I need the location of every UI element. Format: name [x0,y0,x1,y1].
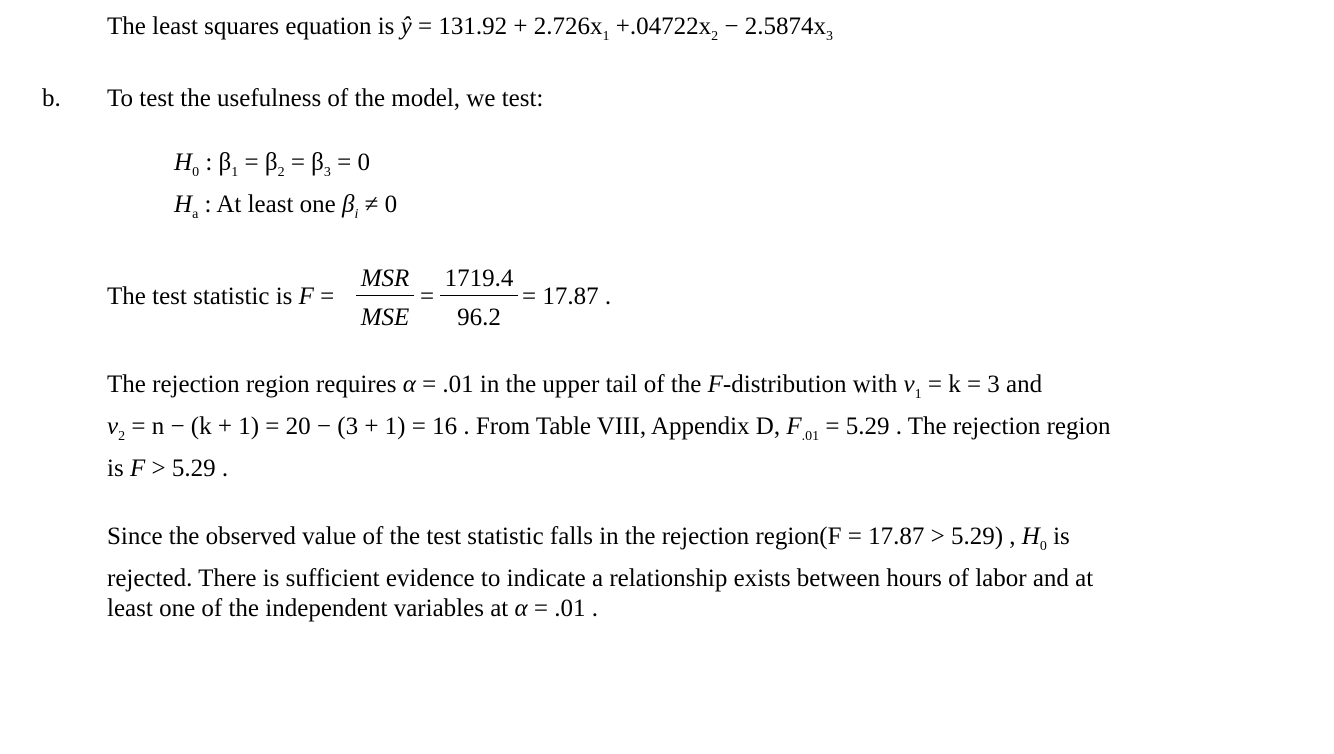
rejection-line-1 [107,371,1043,402]
equals-2: = [420,283,435,310]
beta2-subscript: 2 [277,165,285,180]
ha-end: ≠ 0 [358,191,398,218]
h0-end: = 0 [330,149,370,176]
yhat-symbol: ŷ [400,13,412,40]
numerator-value: 1719.4 [444,265,514,292]
h0-subscript: 0 [192,165,200,180]
h0-beta3: = β [284,149,324,176]
part-b-label: b. [42,85,61,112]
least-squares-equation [107,13,833,44]
rej-text-4: = k = 3 and [921,371,1043,398]
denominator-value: 96.2 [457,304,501,331]
alpha-symbol-2: α [514,595,528,622]
rejection-line-2 [107,413,1111,444]
equation-term-3: − 2.5874x [718,13,826,40]
f-critical-subscript: .01 [801,429,820,444]
h0-beta1: : β [199,149,232,176]
equation-term-2: +.04722x [609,13,712,40]
rej-text-1: The rejection region requires [107,371,403,398]
test-stat-text: The test statistic is [107,283,299,310]
nu-symbol-1: ν [903,371,915,398]
fraction-bar-1 [356,295,414,296]
alpha-symbol: α [402,371,416,398]
h0-sub: 0 [1039,539,1047,554]
rej-text-8: > 5.29 . [145,455,229,482]
mse-denominator: MSE [360,304,410,331]
h0-symbol: H [1021,523,1040,550]
concl-text-5: = .01 . [527,595,598,622]
msr-numerator: MSR [360,265,410,292]
x3-subscript: 3 [825,29,833,44]
f-result: = 17.87 . [522,283,612,310]
ha-h: H [174,191,193,218]
conclusion-line-1 [107,523,1070,554]
f-critical-symbol: F [786,413,802,440]
x1-subscript: 1 [602,29,610,44]
rej-text-6: = 5.29 . The rejection region [819,413,1111,440]
h0-h: H [174,149,193,176]
ha-beta: β [342,191,355,218]
f-symbol: F [298,283,314,310]
concl-text-1: Since the observed value of the test statistic falls in the rejection region [107,523,820,550]
conclusion-line-2: rejected. There is sufficient evidence to indicate a relationship exists between hours of labor and at [107,565,1094,592]
nu1-subscript: 1 [914,387,922,402]
alternative-hypothesis [174,191,398,222]
rejection-line-3 [107,456,228,481]
x2-subscript: 2 [711,29,719,44]
nu-symbol-2: ν [107,413,119,440]
rej-text-7: is [107,455,130,482]
concl-text-2: (F = 17.87 > 5.29) , [819,523,1022,550]
conclusion-line-3 [107,596,598,621]
beta1-subscript: 1 [231,165,239,180]
h0-beta2: = β [238,149,278,176]
f-italic: F [707,371,723,398]
beta-i-subscript: i [354,207,359,222]
ha-text: : At least one [198,191,343,218]
nu2-subscript: 2 [118,429,126,444]
ha-subscript: a [192,207,199,222]
test-statistic-prefix [107,284,334,309]
fraction-bar-2 [440,295,518,296]
concl-text-3: is [1046,523,1070,550]
equals-1: = [313,283,335,310]
null-hypothesis [174,149,370,180]
concl-text-4: least one of the independent variables at [107,595,515,622]
rej-text-3: -distribution with [722,371,904,398]
rej-text-2: = .01 in the upper tail of the [415,371,708,398]
part-b-intro: To test the usefulness of the model, we test: [107,85,544,112]
equation-term-1: = 131.92 + 2.726x [411,13,603,40]
equation-prefix: The least squares equation is [107,13,401,40]
rej-text-5: = n − (k + 1) = 20 − (3 + 1) = 16 . From Table VIII, Appendix D, [125,413,787,440]
f-italic-2: F [129,455,146,482]
beta3-subscript: 3 [323,165,331,180]
